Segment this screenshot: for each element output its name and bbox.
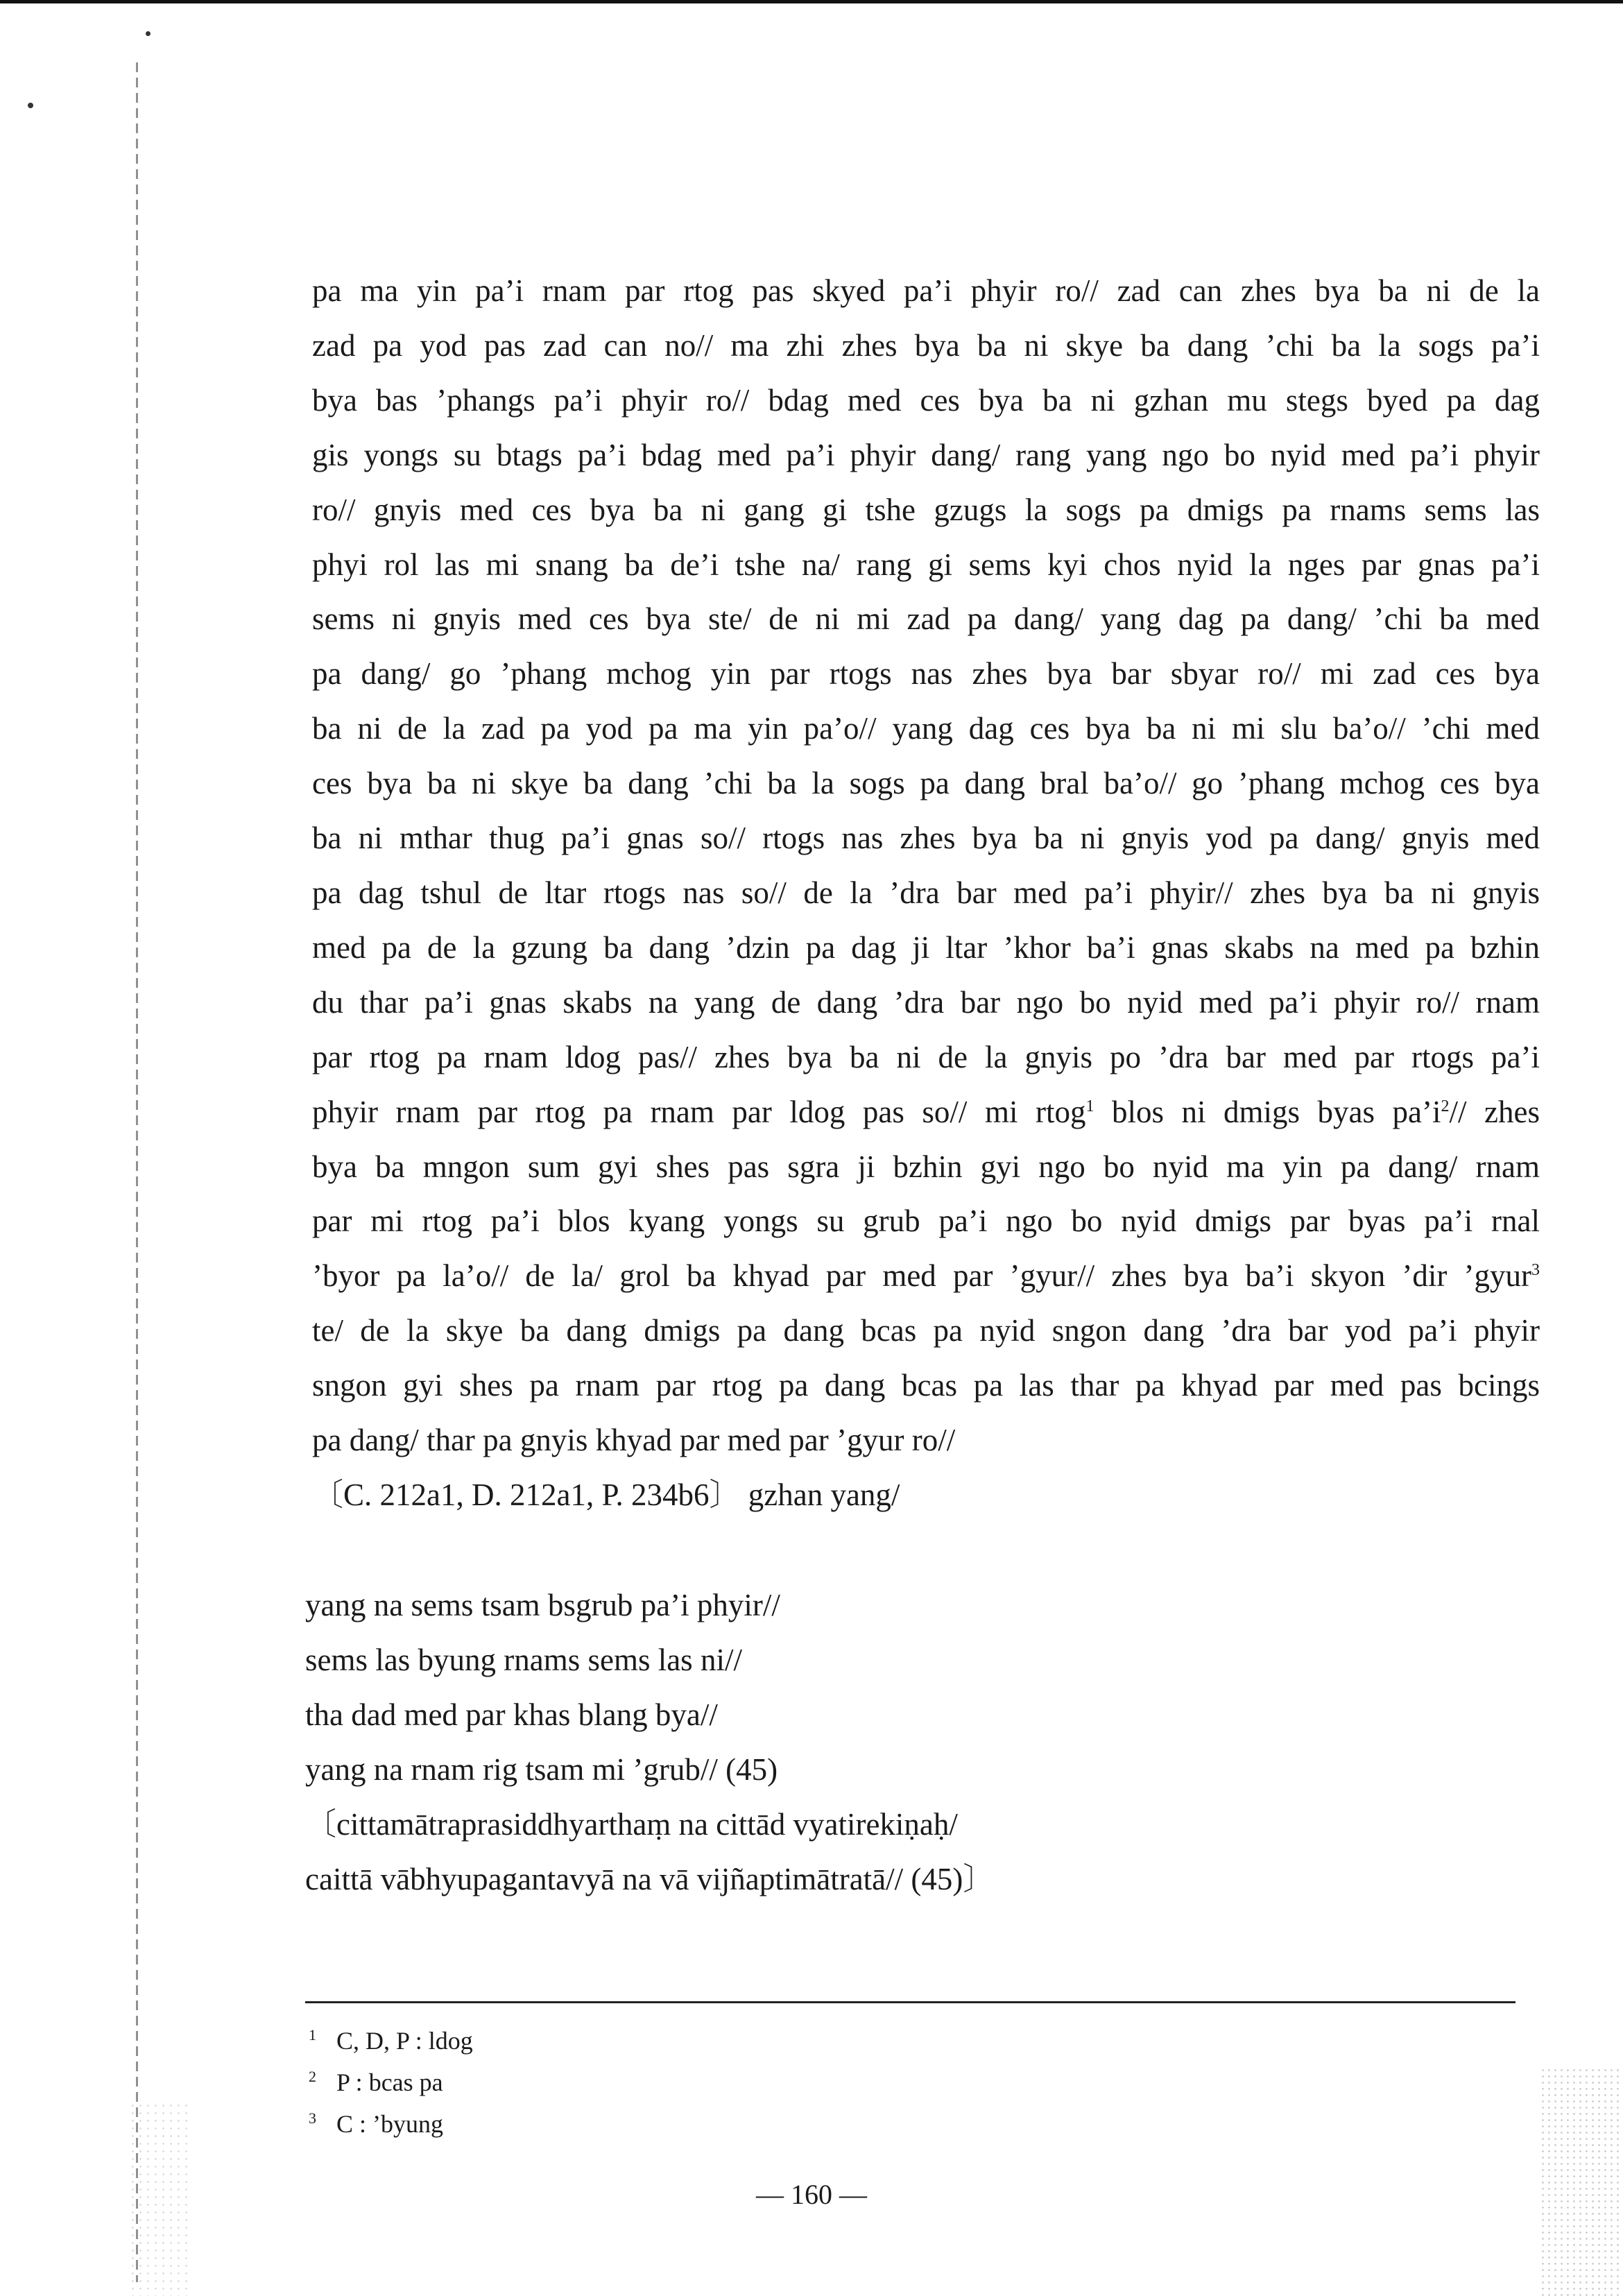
footnote-text: C, D, P : ldog — [336, 2027, 473, 2055]
footnote-ref: 3 — [1531, 1261, 1540, 1280]
scan-speck — [146, 31, 151, 36]
text-line: ba ni mthar thug pa’i gnas so// rtogs nas zhes bya ba ni gnyis yod pa dang/ gnyis med — [312, 821, 1540, 856]
citation: 〔C. 212a1, D. 212a1, P. 234b6〕 gzhan yang/ — [312, 1477, 900, 1512]
text-line: pa ma yin pa’i rnam par rtog pas skyed pa’i phyir ro// zad can zhes bya ba ni de la — [312, 273, 1540, 308]
top-rule — [0, 0, 1623, 3]
verse-line: yang na sems tsam bsgrub pa’i phyir// — [305, 1588, 780, 1622]
text-line: ba ni de la zad pa yod pa ma yin pa’o// yang dag ces bya ba ni mi slu ba’o// ’chi med — [312, 711, 1540, 746]
footnote — [309, 2059, 473, 2100]
footnote-rule — [305, 2001, 1515, 2003]
text-line: te/ de la skye ba dang dmigs pa dang bcas pa nyid sngon dang ’dra bar yod pa’i phyir — [312, 1313, 1540, 1348]
text-line: zad pa yod pas zad can no// ma zhi zhes bya ba ni skye ba dang ’chi ba la sogs pa’i — [312, 327, 1540, 363]
text-segment: // zhes — [1449, 1094, 1540, 1129]
text-line: du thar pa’i gnas skabs na yang de dang ’dra bar ngo bo nyid med pa’i phyir ro// rnam — [312, 984, 1540, 1020]
verse-line: tha dad med par khas blang bya// — [305, 1697, 718, 1732]
footnote-text: P : bcas pa — [336, 2068, 443, 2096]
text-line: ces bya ba ni skye ba dang ’chi ba la sogs pa dang bral ba’o// go ’phang mchog ces bya — [312, 766, 1540, 801]
text-segment: ’byor pa la’o// de la/ grol ba khyad par med par ’gyur// zhes bya ba’i skyon ’dir ’gyur — [312, 1258, 1531, 1294]
verse-block — [305, 1578, 994, 1906]
footnote-ref: 2 — [1441, 1097, 1450, 1115]
text-line: par mi rtog pa’i blos kyang yongs su grub pa’i ngo bo nyid dmigs par byas pa’i rnal — [312, 1203, 1540, 1239]
text-line: gis yongs su btags pa’i bdag med pa’i phyir dang/ rang yang ngo bo nyid med pa’i phyir — [312, 437, 1540, 472]
text-line: phyi rol las mi snang ba de’i tshe na/ rang gi sems kyi chos nyid la nges par gnas pa’i — [312, 547, 1540, 582]
text-segment: phyir rnam par rtog pa rnam par ldog pas so// mi rtog — [312, 1094, 1086, 1129]
footnote — [309, 2100, 473, 2142]
footnote — [309, 2017, 473, 2059]
sanskrit-line: caittā vābhyupagantavyā na vā vijñaptimātratā// (45)〕 — [305, 1861, 995, 1896]
scan-speck — [28, 103, 33, 108]
footnote-text: C : ’byung — [336, 2110, 444, 2138]
footnote-ref: 1 — [1085, 1097, 1094, 1115]
footnote-mark: 1 — [309, 2026, 316, 2044]
text-line: bya ba mngon sum gyi shes pas sgra ji bzhin gyi ngo bo nyid ma yin pa dang/ rnam — [312, 1149, 1540, 1184]
text-line: pa dang/ thar pa gnyis khyad par med par ’gyur ro// — [312, 1423, 956, 1458]
text-line: bya bas ’phangs pa’i phyir ro// bdag med ces bya ba ni gzhan mu stegs byed pa dag — [312, 382, 1540, 418]
text-line: sems ni gnyis med ces bya ste/ de ni mi zad pa dang/ yang dag pa dang/ ’chi ba med — [312, 601, 1540, 637]
binding-edge — [136, 62, 138, 2282]
footnotes — [309, 2017, 473, 2142]
sanskrit-line: 〔cittamātraprasiddhyarthaṃ na cittād vyatirekiṇaḥ/ — [305, 1806, 958, 1842]
text-segment: blos ni dmigs byas pa’i — [1094, 1094, 1441, 1129]
text-line: ro// gnyis med ces bya ba ni gang gi tshe gzugs la sogs pa dmigs pa rnams sems las — [312, 492, 1540, 527]
text-line: med pa de la gzung ba dang ’dzin pa dag ji ltar ’khor ba’i gnas skabs na med pa bzhin — [312, 929, 1540, 965]
text-line — [312, 1085, 1540, 1140]
footnote-mark: 2 — [309, 2068, 316, 2085]
text-line: pa dang/ go ’phang mchog yin par rtogs nas zhes bya bar sbyar ro// mi zad ces bya — [312, 656, 1540, 692]
text-line — [312, 1249, 1540, 1303]
verse-line: sems las byung rnams sems las ni// — [305, 1642, 742, 1677]
page-number: — 160 — — [756, 2179, 867, 2210]
verse-line: yang na rnam rig tsam mi ’grub// (45) — [305, 1751, 778, 1787]
text-line: pa dag tshul de ltar rtogs nas so// de la ’dra bar med pa’i phyir// zhes bya ba ni gnyis — [312, 875, 1540, 910]
text-line: sngon gyi shes pa rnam par rtog pa dang bcas pa las thar pa khyad par med pas bcings — [312, 1368, 1540, 1403]
text-line: par rtog pa rnam ldog pas// zhes bya ba ni de la gnyis po ’dra bar med par rtogs pa’i — [312, 1039, 1540, 1074]
footnote-mark: 3 — [309, 2109, 316, 2127]
main-text — [312, 264, 1540, 1523]
